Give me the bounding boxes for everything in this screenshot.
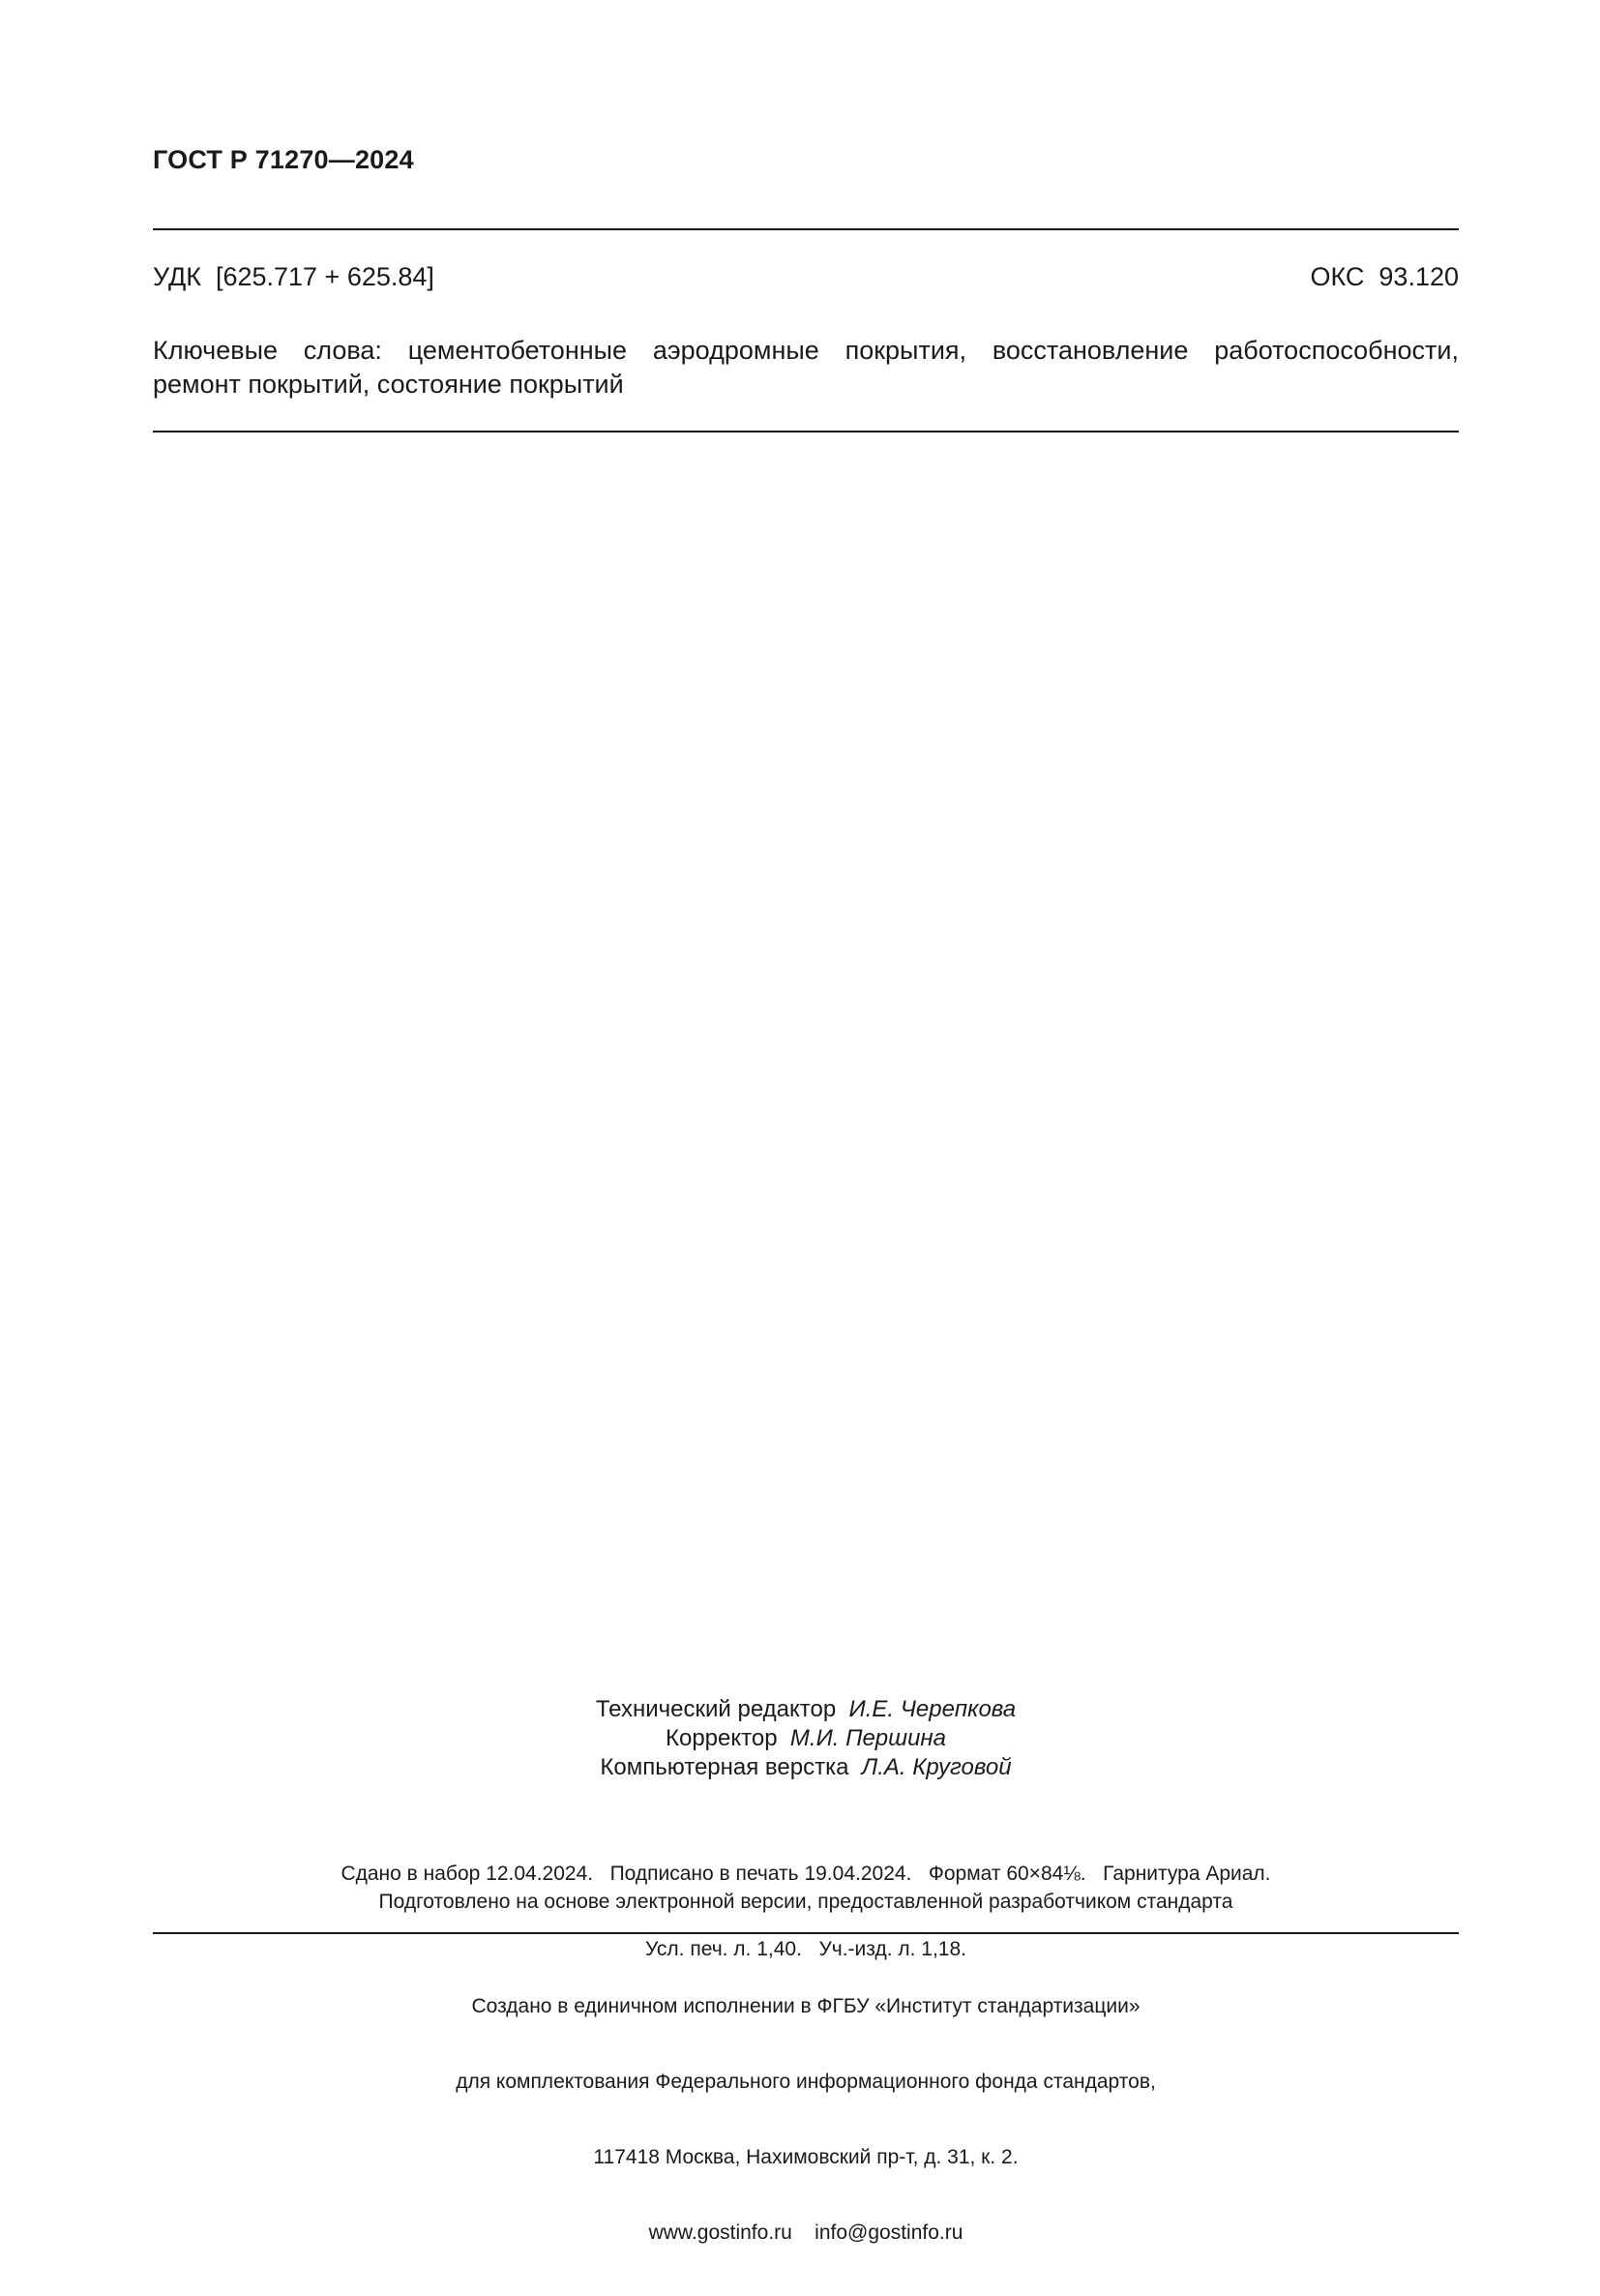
keywords-line-2: ремонт покрытий, состояние покрытий xyxy=(153,370,624,399)
layout-name: Л.А. Круговой xyxy=(861,1754,1012,1780)
standard-code: ГОСТ Р 71270—2024 xyxy=(153,145,414,174)
prepared-note: Подготовлено на основе электронной версии, предоставленной разработчиком стандарта xyxy=(378,1891,1233,1913)
corrector-label: Корректор xyxy=(666,1725,778,1751)
publisher-line-1: Создано в единичном исполнении в ФГБУ «Институт стандартизации» xyxy=(471,1995,1141,2017)
print-info-line-2: Усл. печ. л. 1,40. Уч.-изд. л. 1,18. xyxy=(644,1938,966,1960)
bottom-divider xyxy=(153,1932,1459,1934)
tech-editor-label: Технический редактор xyxy=(595,1696,837,1722)
publisher-line-4: www.gostinfo.ru info@gostinfo.ru xyxy=(648,2221,963,2244)
oks-code: ОКС 93.120 xyxy=(1310,262,1459,291)
tech-editor-name: И.Е. Черепкова xyxy=(848,1696,1017,1722)
publisher-line-2: для комплектования Федерального информационного фонда стандартов, xyxy=(456,2071,1156,2093)
keywords-line-1: Ключевые слова: цементобетонные аэродромные покрытия, восстановление работоспособности, xyxy=(153,336,1459,365)
tech-editor-line xyxy=(153,1695,1459,1724)
classification-row xyxy=(153,262,1459,295)
corrector-line xyxy=(153,1724,1459,1753)
print-info-line-1: Сдано в набор 12.04.2024. Подписано в печать 19.04.2024. Формат 60×84⅛. Гарнитура Ариал. xyxy=(341,1863,1271,1885)
keywords-paragraph xyxy=(153,334,1459,402)
publisher-line-3: 117418 Москва, Нахимовский пр-т, д. 31, к. 2. xyxy=(593,2146,1019,2168)
udk-code: УДК [625.717 + 625.84] xyxy=(153,262,434,291)
corrector-name: М.И. Першина xyxy=(789,1725,946,1751)
layout-label: Компьютерная верстка xyxy=(600,1754,849,1780)
top-divider xyxy=(153,228,1459,230)
credits-block xyxy=(153,1695,1459,1782)
keywords-divider xyxy=(153,431,1459,432)
layout-line xyxy=(153,1753,1459,1782)
publisher-info xyxy=(153,1944,1459,2296)
